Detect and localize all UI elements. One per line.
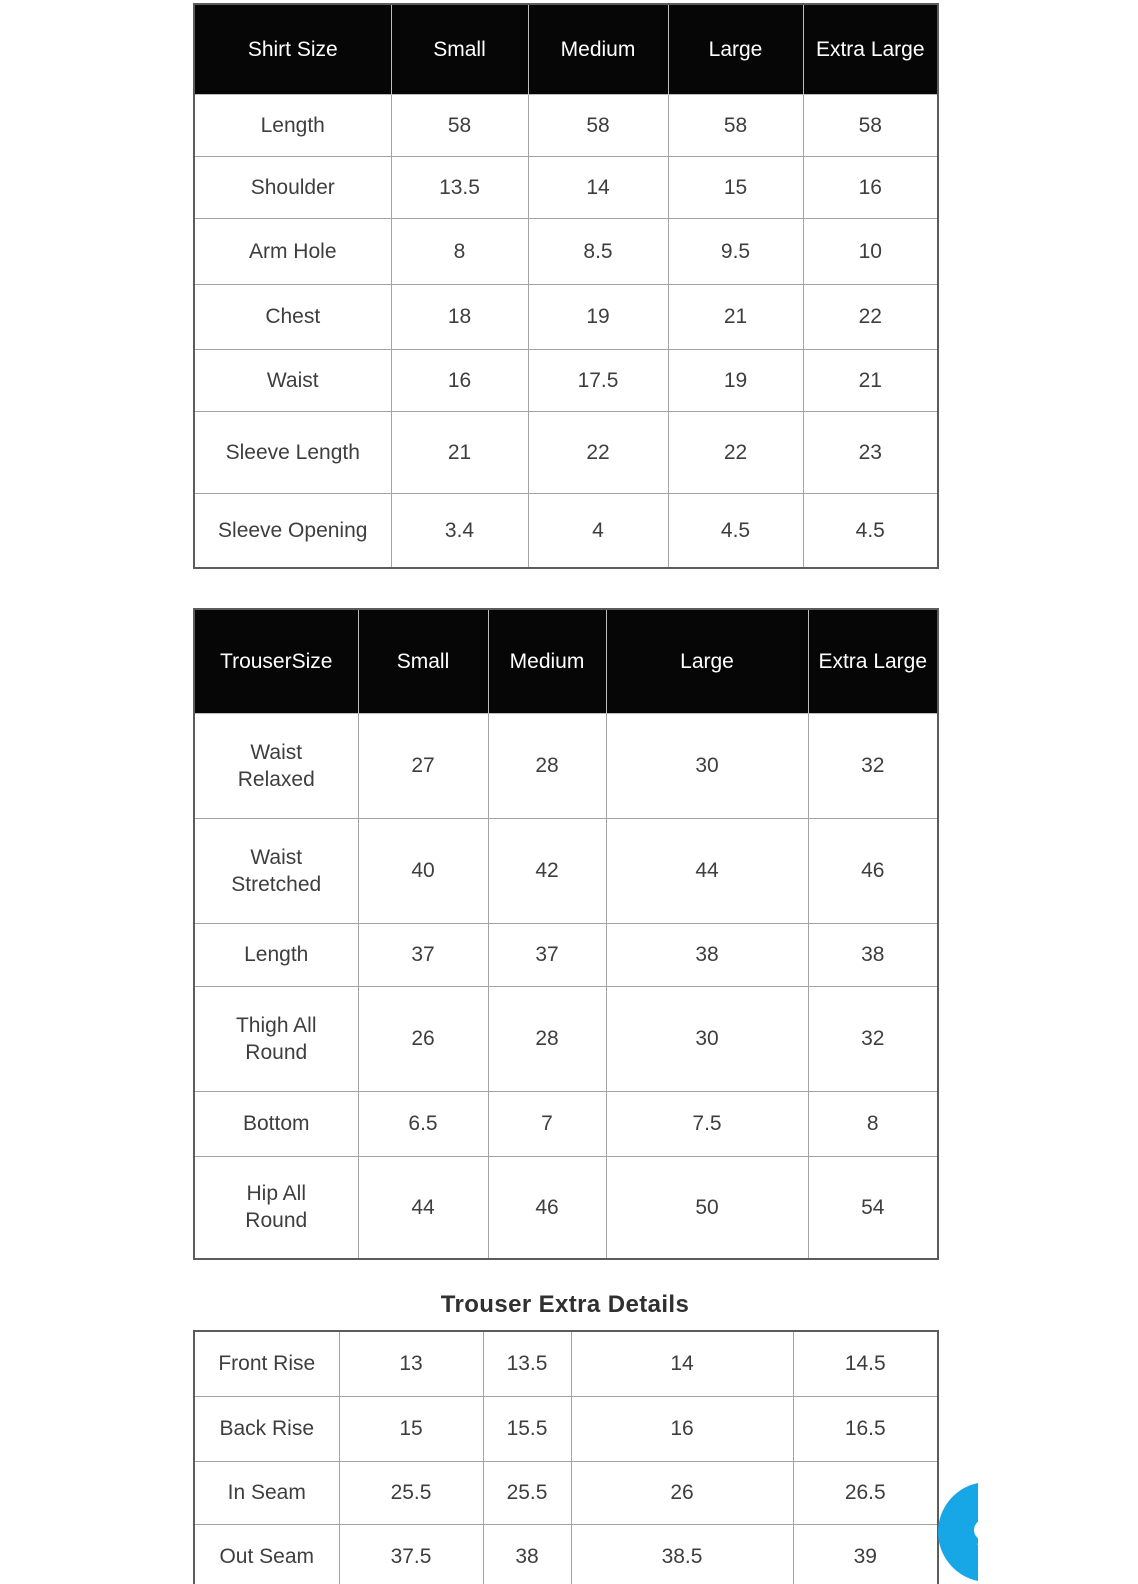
table-row	[194, 1331, 938, 1396]
column-header: Medium	[488, 609, 606, 713]
table-row	[194, 493, 938, 568]
value-cell: 21	[803, 349, 938, 411]
table-row	[194, 218, 938, 284]
value-cell: 14	[571, 1331, 793, 1396]
value-cell: 22	[528, 411, 668, 493]
column-header: Shirt Size	[194, 4, 391, 94]
value-cell: 7	[488, 1091, 606, 1156]
value-cell: 44	[606, 818, 808, 923]
value-cell: 15	[339, 1396, 483, 1461]
value-cell: 13.5	[391, 156, 528, 218]
table-row	[194, 713, 938, 818]
row-label: Thigh All Round	[194, 986, 358, 1091]
value-cell: 27	[358, 713, 488, 818]
value-cell: 30	[606, 713, 808, 818]
value-cell: 54	[808, 1156, 938, 1259]
row-label: Back Rise	[194, 1396, 339, 1461]
value-cell: 15	[668, 156, 803, 218]
value-cell: 9.5	[668, 218, 803, 284]
table-row	[194, 349, 938, 411]
shirt-size-table	[193, 3, 939, 569]
row-label: Bottom	[194, 1091, 358, 1156]
value-cell: 25.5	[339, 1461, 483, 1524]
column-header: Large	[606, 609, 808, 713]
value-cell: 8	[808, 1091, 938, 1156]
value-cell: 46	[488, 1156, 606, 1259]
value-cell: 18	[391, 284, 528, 349]
value-cell: 13	[339, 1331, 483, 1396]
column-header: Medium	[528, 4, 668, 94]
row-label: Waist Stretched	[194, 818, 358, 923]
table-row	[194, 818, 938, 923]
column-header: Large	[668, 4, 803, 94]
value-cell: 58	[803, 94, 938, 156]
table-row	[194, 156, 938, 218]
value-cell: 21	[391, 411, 528, 493]
header-row	[194, 4, 938, 94]
table-row	[194, 1091, 938, 1156]
row-label: Waist	[194, 349, 391, 411]
value-cell: 14.5	[793, 1331, 938, 1396]
value-cell: 8	[391, 218, 528, 284]
value-cell: 14	[528, 156, 668, 218]
value-cell: 28	[488, 986, 606, 1091]
chat-widget-button[interactable]	[938, 1482, 978, 1582]
value-cell: 17.5	[528, 349, 668, 411]
value-cell: 6.5	[358, 1091, 488, 1156]
row-label: Length	[194, 94, 391, 156]
row-label: Out Seam	[194, 1524, 339, 1584]
value-cell: 25.5	[483, 1461, 571, 1524]
value-cell: 26	[358, 986, 488, 1091]
table-row	[194, 1156, 938, 1259]
value-cell: 26	[571, 1461, 793, 1524]
table-row	[194, 1461, 938, 1524]
trouser-size-table	[193, 608, 939, 1260]
value-cell: 58	[528, 94, 668, 156]
row-label: Sleeve Opening	[194, 493, 391, 568]
value-cell: 22	[668, 411, 803, 493]
value-cell: 38	[483, 1524, 571, 1584]
value-cell: 58	[391, 94, 528, 156]
value-cell: 37	[488, 923, 606, 986]
value-cell: 44	[358, 1156, 488, 1259]
chat-bubble-icon	[971, 1515, 978, 1549]
table-row	[194, 411, 938, 493]
trouser-extra-details-heading: Trouser Extra Details	[440, 1291, 690, 1318]
chat-widget	[938, 1482, 978, 1584]
row-label: Length	[194, 923, 358, 986]
table-row	[194, 1396, 938, 1461]
value-cell: 26.5	[793, 1461, 938, 1524]
row-label: Waist Relaxed	[194, 713, 358, 818]
value-cell: 58	[668, 94, 803, 156]
column-header: Extra Large	[808, 609, 938, 713]
value-cell: 8.5	[528, 218, 668, 284]
value-cell: 50	[606, 1156, 808, 1259]
trouser-extra-details-table	[193, 1330, 939, 1584]
value-cell: 22	[803, 284, 938, 349]
row-label: Front Rise	[194, 1331, 339, 1396]
value-cell: 28	[488, 713, 606, 818]
value-cell: 16	[571, 1396, 793, 1461]
row-label: In Seam	[194, 1461, 339, 1524]
header-row	[194, 609, 938, 713]
value-cell: 32	[808, 713, 938, 818]
value-cell: 39	[793, 1524, 938, 1584]
value-cell: 30	[606, 986, 808, 1091]
value-cell: 37.5	[339, 1524, 483, 1584]
table-row	[194, 1524, 938, 1584]
value-cell: 16.5	[793, 1396, 938, 1461]
value-cell: 16	[803, 156, 938, 218]
value-cell: 19	[528, 284, 668, 349]
value-cell: 3.4	[391, 493, 528, 568]
value-cell: 38	[808, 923, 938, 986]
value-cell: 37	[358, 923, 488, 986]
value-cell: 4.5	[803, 493, 938, 568]
row-label: Sleeve Length	[194, 411, 391, 493]
value-cell: 42	[488, 818, 606, 923]
table-row	[194, 94, 938, 156]
table-row	[194, 986, 938, 1091]
value-cell: 10	[803, 218, 938, 284]
table-row	[194, 284, 938, 349]
value-cell: 4.5	[668, 493, 803, 568]
value-cell: 16	[391, 349, 528, 411]
row-label: Hip All Round	[194, 1156, 358, 1259]
value-cell: 4	[528, 493, 668, 568]
row-label: Shoulder	[194, 156, 391, 218]
value-cell: 13.5	[483, 1331, 571, 1396]
row-label: Arm Hole	[194, 218, 391, 284]
row-label: Chest	[194, 284, 391, 349]
value-cell: 19	[668, 349, 803, 411]
column-header: TrouserSize	[194, 609, 358, 713]
value-cell: 21	[668, 284, 803, 349]
value-cell: 38	[606, 923, 808, 986]
column-header: Small	[358, 609, 488, 713]
value-cell: 7.5	[606, 1091, 808, 1156]
value-cell: 32	[808, 986, 938, 1091]
table-row	[194, 923, 938, 986]
column-header: Small	[391, 4, 528, 94]
value-cell: 15.5	[483, 1396, 571, 1461]
value-cell: 23	[803, 411, 938, 493]
value-cell: 38.5	[571, 1524, 793, 1584]
column-header: Extra Large	[803, 4, 938, 94]
value-cell: 40	[358, 818, 488, 923]
value-cell: 46	[808, 818, 938, 923]
